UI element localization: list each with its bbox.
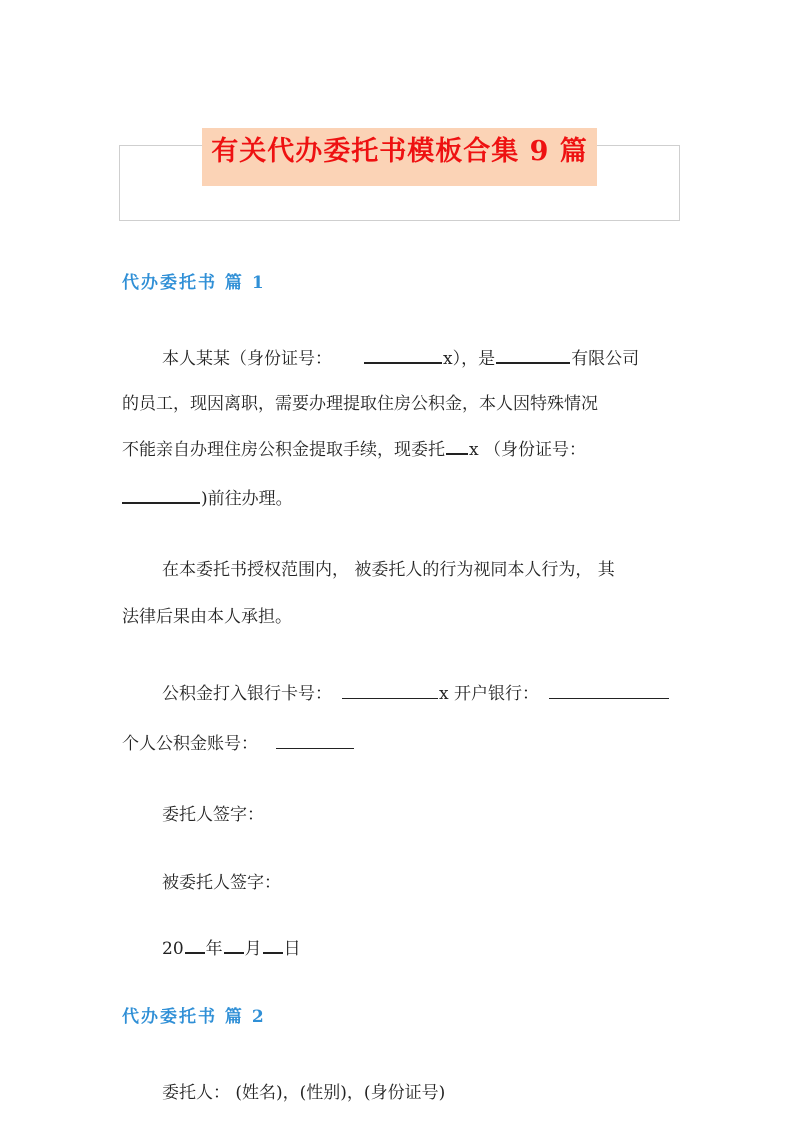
- paragraph-1-line-3: [122, 437, 586, 463]
- agent-signer-label: 被委托人签字：: [162, 873, 281, 893]
- blank-line: [185, 951, 205, 954]
- paragraph-1-line-1: [162, 346, 639, 372]
- text-segment: 有限公司: [571, 349, 640, 369]
- paragraph-3-line-1: [162, 681, 670, 707]
- blank-line: [364, 361, 442, 364]
- blank-line: [263, 951, 283, 954]
- date-year: 年: [205, 939, 223, 959]
- date-prefix: 20: [162, 939, 184, 959]
- section-heading-2: 代办委托书 篇 2: [122, 1007, 266, 1027]
- document-title: 有关代办委托书模板合集 9 篇: [211, 136, 588, 167]
- text-segment: x （身份证号：: [469, 440, 586, 460]
- blank-line: [122, 501, 200, 504]
- text-segment: 公积金打入银行卡号：: [162, 684, 332, 704]
- blank-line: [496, 361, 570, 364]
- blank-line: [276, 747, 354, 749]
- paragraph-3-line-2: [122, 731, 355, 757]
- date-day: 日: [283, 939, 301, 959]
- text-segment: 个人公积金账号：: [122, 734, 258, 754]
- blank-line: [549, 697, 669, 699]
- paragraph-2-line-1: 在本委托书授权范围内， 被委托人的行为视同本人行为， 其: [162, 560, 615, 580]
- section-2-line-1: 委托人： (姓名)，(性别)，(身份证号): [162, 1083, 446, 1103]
- text-segment: 本人某某（身份证号：: [162, 349, 332, 369]
- signer-label: 委托人签字：: [162, 805, 264, 825]
- paragraph-1-line-4: [122, 486, 293, 512]
- text-segment: )前往办理。: [201, 489, 293, 509]
- date-line: [162, 936, 301, 962]
- text-segment: x），是: [443, 349, 496, 369]
- paragraph-2-line-2: 法律后果由本人承担。: [122, 607, 292, 627]
- section-heading-1: 代办委托书 篇 1: [122, 273, 266, 293]
- date-month: 月: [244, 939, 262, 959]
- blank-line: [224, 951, 244, 954]
- paragraph-1-line-2: 的员工，现因离职，需要办理提取住房公积金，本人因特殊情况: [122, 394, 598, 414]
- blank-line: [446, 452, 468, 455]
- blank-line: [342, 697, 438, 699]
- text-segment: x 开户银行：: [439, 684, 539, 704]
- text-segment: 不能亲自办理住房公积金提取手续，现委托: [122, 440, 445, 460]
